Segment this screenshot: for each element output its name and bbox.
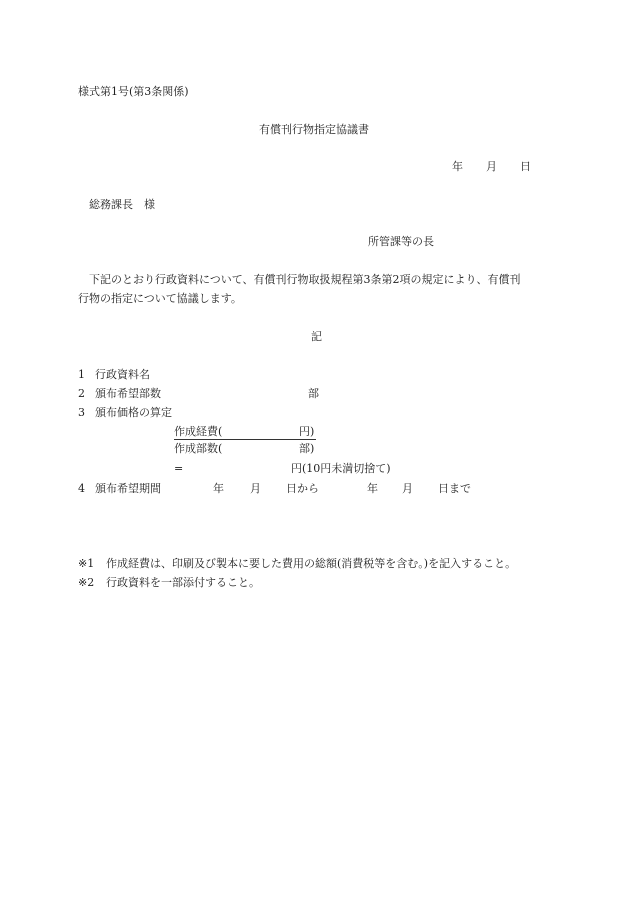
period-start-day: 日から — [286, 482, 319, 495]
period-start-year: 年 — [213, 482, 224, 495]
item1-label: 行政資料名 — [95, 368, 150, 381]
body-text-line2: 行物の指定について協議します。 — [78, 292, 242, 305]
document-title: 有償刊行物指定協議書 — [259, 123, 369, 136]
period-end-day: 日まで — [438, 482, 471, 495]
period-end-month: 月 — [402, 482, 413, 495]
note1-mark: ※1 — [78, 557, 95, 570]
date-month: 月 — [486, 160, 497, 173]
sender: 所管課等の長 — [368, 235, 434, 248]
item4-number: 4 — [78, 482, 85, 495]
fraction-bar — [174, 439, 316, 440]
item2-unit: 部 — [308, 387, 319, 400]
copies-label: 作成部数( — [174, 442, 223, 455]
copies-unit: 部) — [299, 442, 315, 455]
note2-mark: ※2 — [78, 576, 95, 589]
form-label: 様式第1号(第3条関係) — [78, 85, 189, 98]
price-result: 円(10円未満切捨て) — [291, 462, 391, 475]
note2-text: 行政資料を一部添付すること。 — [106, 576, 260, 589]
ki-heading: 記 — [311, 330, 322, 343]
item3-number: 3 — [78, 406, 85, 419]
item2-label: 頒布希望部数 — [95, 387, 161, 400]
period-end-year: 年 — [367, 482, 378, 495]
item1-number: 1 — [78, 368, 85, 381]
date-year: 年 — [452, 160, 463, 173]
body-text-line1: 下記のとおり行政資料について、有償刊行物取扱規程第3条第2項の規定により、有償刊 — [89, 273, 521, 286]
addressee: 総務課長 様 — [89, 198, 155, 211]
note1-text: 作成経費は、印刷及び製本に要した費用の総額(消費税等を含む。)を記入すること。 — [106, 557, 517, 570]
item4-label: 頒布希望期間 — [95, 482, 161, 495]
cost-label: 作成経費( — [174, 425, 223, 438]
cost-unit: 円) — [299, 425, 315, 438]
date-day: 日 — [520, 160, 531, 173]
period-start-month: 月 — [250, 482, 261, 495]
item2-number: 2 — [78, 387, 85, 400]
item3-label: 頒布価格の算定 — [95, 406, 172, 419]
equals-sign: = — [174, 462, 184, 475]
